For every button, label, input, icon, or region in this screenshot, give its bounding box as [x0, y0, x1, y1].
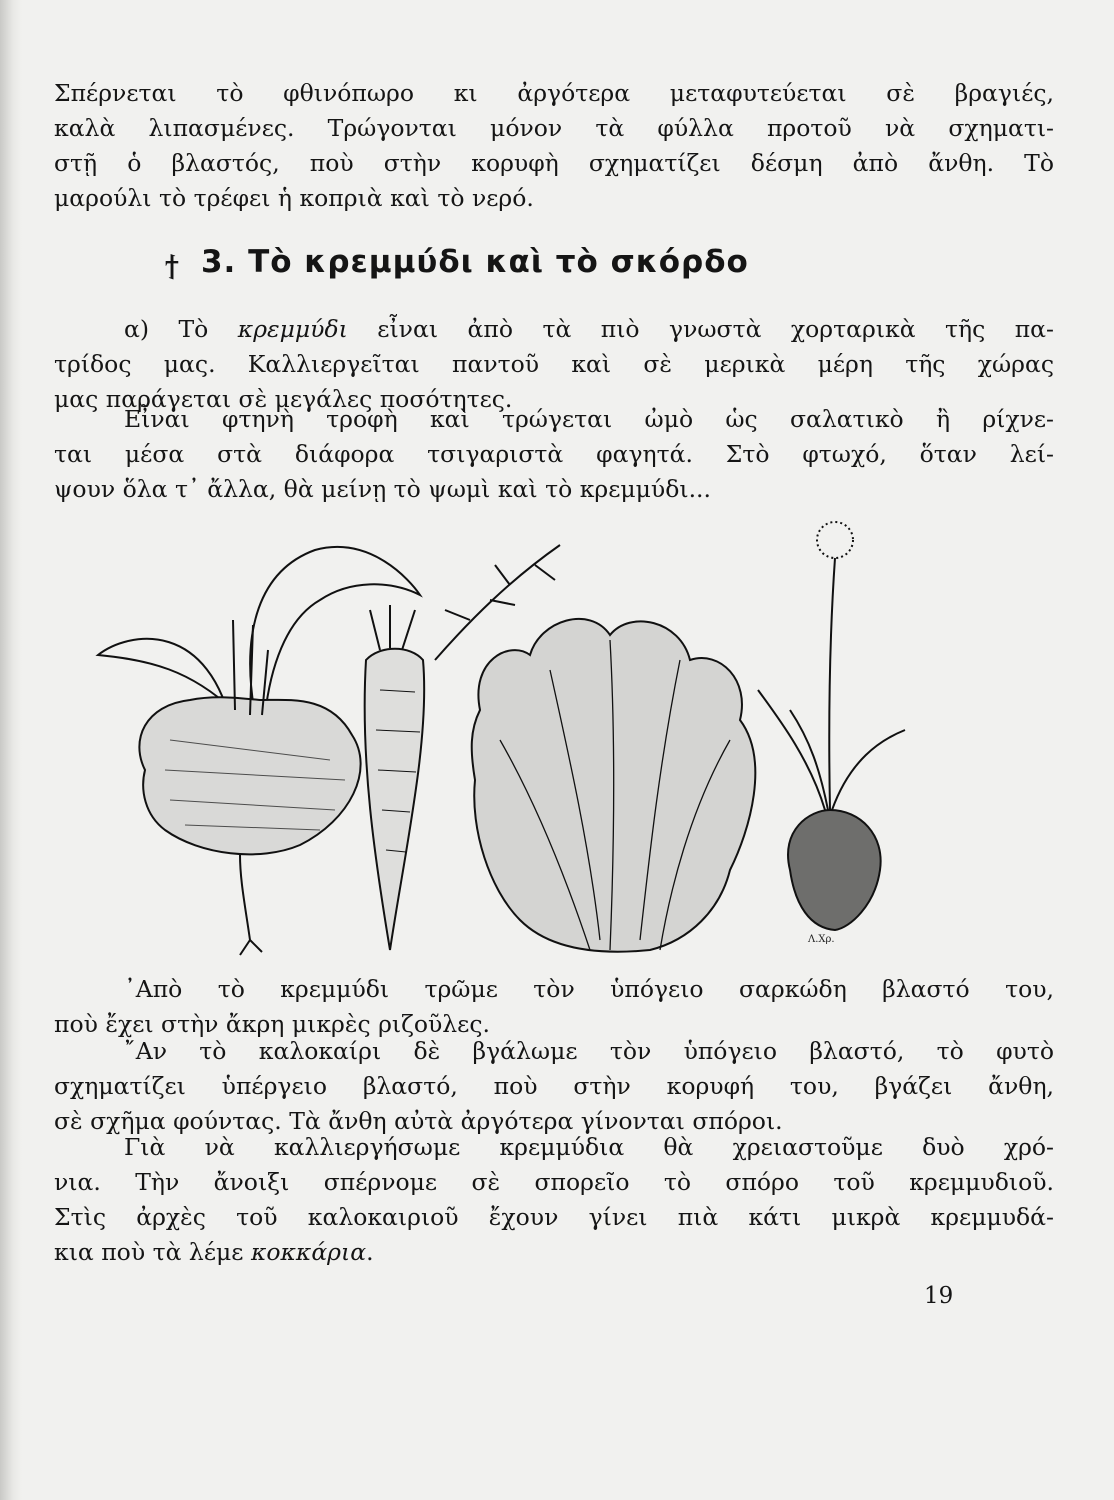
carrot-root	[365, 649, 425, 950]
section-heading: 3. Τὸ κρεμμύδι καὶ τὸ σκόρδο	[200, 244, 749, 280]
section-heading-row	[165, 240, 749, 288]
paragraph-c	[54, 972, 1054, 1042]
text-line: σχηματίζει ὑπέργειο βλαστό, ποὺ στὴν κορυφή του, βγάζει ἄνθη,	[54, 1072, 1054, 1100]
intro-paragraph	[54, 76, 1054, 216]
text-line: μας παράγεται σὲ μεγάλες ποσότητες.	[54, 385, 513, 413]
vegetables-illustration	[90, 510, 970, 960]
text-line: ται μέσα στὰ διάφορα τσιγαριστὰ φαγητά. Στὸ φτωχό, ὅταν λεί-	[54, 440, 1054, 468]
paragraph-d	[54, 1034, 1054, 1139]
text-line: ψουν ὅλα τ᾽ ἄλλα, θὰ μείνῃ τὸ ψωμὶ καὶ τὸ κρεμμύδι...	[54, 475, 711, 503]
page-number: 19	[924, 1283, 954, 1309]
italic-term: κρεμμύδι	[237, 315, 348, 343]
italic-term: κοκκάρια	[250, 1238, 367, 1266]
onion-flower	[817, 522, 853, 558]
onion-drawing	[758, 522, 905, 930]
turnip-bulb	[139, 697, 360, 854]
paragraph-b	[54, 402, 1054, 507]
text-fragment: κια ποὺ τὰ λέμε	[54, 1238, 244, 1266]
text-line: Σπέρνεται τὸ φθινόπωρο κι ἀργότερα μεταφυτεύεται σὲ βραγιές,	[54, 79, 1054, 107]
text-line: νια. Τὴν ἄνοιξι σπέρνομε σὲ σπορεῖο τὸ σπόρο τοῦ κρεμμυδιοῦ.	[54, 1168, 1054, 1196]
text-line	[54, 312, 1054, 347]
text-line: ῎Αν τὸ καλοκαίρι δὲ βγάλωμε τὸν ὑπόγειο βλαστό, τὸ φυτὸ	[124, 1037, 1054, 1065]
handwritten-mark: ϯ	[165, 248, 179, 288]
illustration-signature: Λ.Χρ.	[808, 934, 835, 945]
text-line: ᾿Απὸ τὸ κρεμμύδι τρῶμε τὸν ὑπόγειο σαρκώδη βλαστό του,	[124, 975, 1054, 1003]
turnip-root	[240, 855, 262, 955]
text-line: Γιὰ νὰ καλλιεργήσωμε κρεμμύδια θὰ χρειαστοῦμε δυὸ χρό-	[124, 1133, 1054, 1161]
onion-bulb	[788, 810, 881, 930]
text-line: σὲ σχῆμα φούντας. Τὰ ἄνθη αὐτὰ ἀργότερα γίνονται σπόροι.	[54, 1107, 783, 1135]
carrot-stems	[370, 605, 415, 650]
text-line: στῇ ὁ βλαστός, ποὺ στὴν κορυφὴ σχηματίζει δέσμη ἀπὸ ἄνθη. Τὸ	[54, 149, 1054, 177]
text-line: τρίδος μας. Καλλιεργεῖται παντοῦ καὶ σὲ μερικὰ μέρη τῆς χώρας	[54, 350, 1054, 378]
text-fragment: εἶναι ἀπὸ τὰ πιὸ γνωστὰ χορταρικὰ τῆς πα-	[377, 315, 1054, 343]
onion-stalk	[829, 558, 835, 810]
text-line: Στὶς ἀρχὲς τοῦ καλοκαιριοῦ ἔχουν γίνει πιὰ κάτι μικρὰ κρεμμυδά-	[54, 1203, 1054, 1231]
text-line: μαρούλι τὸ τρέφει ἡ κοπριὰ καὶ τὸ νερό.	[54, 184, 534, 212]
text-line: καλὰ λιπασμένες. Τρώγονται μόνον τὰ φύλλα προτοῦ νὰ σχηματι-	[54, 114, 1054, 142]
text-line: Εἶναι φτηνὴ τροφὴ καὶ τρώγεται ὠμὸ ὡς σαλατικὸ ἢ ρίχνε-	[124, 405, 1054, 433]
page-edge-shadow	[0, 0, 22, 1500]
paragraph-e	[54, 1130, 1054, 1270]
text-fragment: .	[366, 1238, 374, 1266]
onion-leaves	[758, 690, 905, 810]
text-fragment: α) Τὸ	[124, 315, 209, 343]
lettuce-drawing	[472, 619, 756, 952]
text-line: ποὺ ἔχει στὴν ἄκρη μικρὲς ριζοῦλες.	[54, 1010, 490, 1038]
text-line	[54, 1235, 1054, 1270]
